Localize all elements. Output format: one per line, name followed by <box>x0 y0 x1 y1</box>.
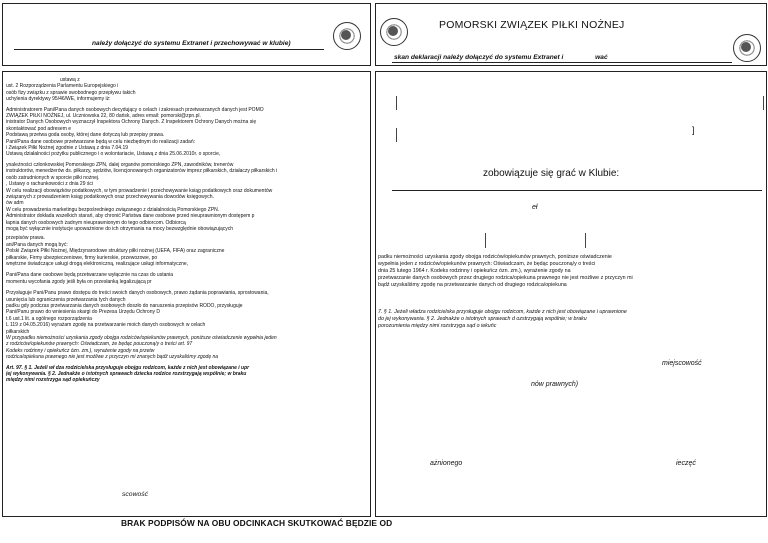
clause-line: Pani/Pana dane osobowe przetwarzane będą w celu niezbędnym do realizacji zadań: <box>6 138 196 145</box>
stamp-label: ieczęć <box>676 460 696 467</box>
left-emblem-icon <box>333 22 361 50</box>
right-header-note-b: wać <box>595 54 608 61</box>
clause-line: ust. 2 Rozporządzenia Parlamentu Europejskiego i <box>6 83 119 90</box>
right-header-note <box>394 54 608 61</box>
club-name-line <box>392 190 762 191</box>
right-header-rule <box>392 62 732 63</box>
clause-line: Administrator dokłada wszelkich starań, aby chronić Państwa dane osobowe przed nieuprawnionym dostępem p <box>6 213 255 220</box>
entry-field-mark <box>763 96 764 110</box>
clause-line: W celu realizacji obowiązków podatkowych, w tym prowadzenie i przechowywanie ksiąg podatkowych oraz dokumentów <box>6 187 273 194</box>
clause-line: Ustawą działalności pożytku publicznego i o wolontariacie, Ustawą z dnia 25.06.2010r. o sporcie, <box>6 151 221 158</box>
clause-line: Administratorem Pani/Pana danych osobowych decydujący o celach i zakresach przetwarzanych danych jest POMO <box>6 106 264 113</box>
clause-line: inistrator Danych Osobowych wyznaczył Inspektora Ochrony Danych. Z Inspektorem Ochrony Danych można się <box>6 119 257 126</box>
right-body-box <box>375 71 767 517</box>
article-97-line: Art. 97. § 1. Jeżeli wł dza rodzicielska przysługuje obojgu rodzicom, każde z nich jest obowiązane i upr <box>6 364 250 371</box>
right-header-title: POMORSKI ZWIĄZEK PIŁKI NOŻNEJ <box>439 19 625 31</box>
clause-line: usunięcia lub ograniczenia przetwarzania tych danych <box>6 296 126 303</box>
clause-line: mogą być wyłącznie instytucje upoważnione do ich otrzymania na mocy bezwzględnie obowiązujących <box>6 225 234 232</box>
clause-line: W celu prowadzenia marketingu bezpośredniego związanego z działalnością Pomorskiego ZPN. <box>6 206 220 213</box>
club-commitment-text: zobowiązuje się grać w Klubie: <box>483 168 620 179</box>
place-label: miejscowość <box>662 360 702 367</box>
consent-italic-line: W przypadku niemożności uzyskania zgody obojga rodziców/opiekunów prawnych, poniższe oświadczenie wypełnia jeden <box>6 335 277 342</box>
clause-line: Pani/Panu prawo do wniesienia skargi do Prezesa Urzędu Ochrony D <box>6 309 160 316</box>
entry-field-mark <box>585 233 586 248</box>
clause-line: instruktorów, menedżerów ds. piłkarzy, sędziów, licencjonowanych organizatorów imprez piłkarskich, działaczy piłkarskich i <box>6 168 278 175</box>
article-97-line: porozumienia między nimi rozstrzyga sąd o iekuńc <box>378 323 497 329</box>
right-article-97 <box>378 309 763 330</box>
left-header-note: należy dołączyć do systemu Extranet i przechowywać w klubie) <box>92 40 291 47</box>
article-97-line: jej wykonywania. § 2. Jednakże o istotnych sprawach dziecka rodzice rozstrzygają wspólnie; w braku <box>6 371 247 378</box>
clause-line: Przysługuje Pani/Panu prawo dostępu do treści swoich danych osobowych, prawo żądania poprawiania, sprostowania, <box>6 290 269 297</box>
clause-line: uchylenia dyrektywy 95/46/WE, informujemy iż: <box>6 96 111 103</box>
clause-line: łapnia danych osobowych żadnym nieuprawnionym do tego odbiorcom. Odbiorcą <box>6 219 186 226</box>
consent-line: bądź uzyskaliśmy zgodę na przetwarzanie danych od drugiego rodzica/opiekuna <box>378 282 567 288</box>
left-header-box <box>2 3 371 66</box>
footer-warning: BRAK PODPISÓW NA OBU ODCINKACH SKUTKOWAĆ BĘDZIE OD <box>121 518 393 528</box>
left-header-rule <box>14 49 324 50</box>
clause-line: ani/Pana danych mogą być: <box>6 241 68 248</box>
clause-line: Pani/Pana dane osobowe będą przetwarzane wyłącznie na czas do ustania <box>6 272 174 279</box>
consent-italic-line: rodzica/opiekuna prawnego nie jest możliwe z przyczyn mi znanych bądź uzyskaliśmy zgodę na <box>6 354 219 361</box>
clause-line: L 119 z 04.05.2016) wyrażam zgodę na przetwarzanie moich danych osobowych w celach <box>6 322 206 329</box>
clause-line: momentu wycofania zgody jeśli była on przesłanką legalizującą pr <box>6 278 152 285</box>
entry-field-bracket: ] <box>692 125 695 135</box>
guardian-label: nów prawnych) <box>531 381 579 388</box>
clause-line: osób zatrudnionych w sporcie piłki nożnej. <box>6 174 100 181</box>
clause-line: Polski Związek Piłki Nożnej, Międzynarodowe struktury piłki nożnej (UEFA, FIFA) oraz zagraniczne <box>6 248 225 255</box>
clause-line: piłkarskich <box>6 328 30 335</box>
clause-line: związanych z prowadzeniem ksiąg podatkowych oraz przechowywania dowodów księgowych. <box>6 193 214 200</box>
clause-line: t.6 ust.1 lit. a ogólnego rozporządzenia <box>6 315 92 322</box>
right-header-note-a: skan deklaracji należy dołączyć do systemu Extranet i <box>394 54 564 61</box>
consent-italic-line: z rodziców/opiekunów prawnych: Oświadczam, że będąc pouczoną/y o treści art. 97 <box>6 341 193 348</box>
clause-line: osób fizy związku z sprawie swobodnego przepływu takich <box>6 89 136 96</box>
entry-field-mark <box>485 233 486 248</box>
clause-line: ynależności członkowskiej Pomorskiego ZPN, dalej organów pomorskiego ZPN, zawodników, trenerów <box>6 161 234 168</box>
clause-line: , Ustawy o rachunkowości z dnia 29 ści <box>6 181 93 188</box>
clause-line: ów adm <box>6 200 24 207</box>
clause-line: Podstawą przetwa goda osoby, której dane dotyczą lub przepisy prawa. <box>6 132 165 139</box>
clause-line: wnętrzne świadczące usługi drogą elektroniczną, realizujące usługi informatyczne, <box>6 260 189 267</box>
left-place-signature-label: scowość <box>122 491 149 498</box>
entry-field-mark <box>396 96 397 110</box>
article-97-line: między nimi rozstrzyga sąd opiekuńczy <box>6 377 100 384</box>
right-emblem-icon <box>380 18 408 46</box>
left-clause-lines <box>6 77 366 384</box>
article-97-line: do jej wykonywania. § 2. Jednakże o istotnych sprawach d ozstrzygają wspólnie; w braku <box>378 316 587 322</box>
right-corner-emblem-icon <box>733 34 761 62</box>
club-field-label: eł <box>532 204 538 211</box>
clause-line: piłkarskie, Firmy ubezpieczeniowe, firmy kurierskie, przewozowe, po <box>6 254 158 261</box>
consent-line: wypełnia jeden z rodziców/opiekunów prawnych: Oświadczam, że będąc pouczoną/y o treści <box>378 261 596 267</box>
clause-line: i Związek Piłki Nożnej zgodnie z Ustawą z dnia 7.04.19 <box>6 145 129 152</box>
consent-line: przetwarzanie danych osobowych przez drugiego rodzica/opiekuna prawnego nie jest możliwe z przyczyn mi <box>378 275 633 281</box>
clause-line: skontaktować pod adresem e <box>6 125 72 132</box>
clause-line: ZWIĄZEK PIŁKI NOŻNEJ, ul. Uczniowska 22, 80 dańsk, adres email: pomorski@zpn.pl. <box>6 113 201 120</box>
clause-line: przepisów prawa. <box>6 235 45 242</box>
consent-italic-line: Kodeks rodzinny i opiekuńcz ózn. zm.), wyrażenie zgody na przetw <box>6 347 155 354</box>
clause-line: padku gdy podczas przetwarzania danych osobowych doszło do naruszenia przepisów RODO, przysługuje <box>6 303 243 309</box>
article-97-line: 7. § 1. Jeżeli władza rodzicielska przysługuje obojgu rodzicom, każde z nich jest obowiązane i uprawnione <box>378 309 627 315</box>
consent-line: padku niemożności uzyskania zgody obojga rodziców/opiekunów prawnych, poniższe oświadczenie <box>378 254 612 260</box>
clause-line: ustawą z <box>60 77 80 83</box>
consent-line: dnia 25 lutego 1964 r. Kodeks rodzinny i opiekuńcz ózn. zm.), wyrażenie zgody na <box>378 268 571 274</box>
right-consent-paragraph <box>378 254 763 289</box>
authorized-signature-label: ażnionego <box>430 460 463 467</box>
entry-field-mark <box>396 128 397 142</box>
